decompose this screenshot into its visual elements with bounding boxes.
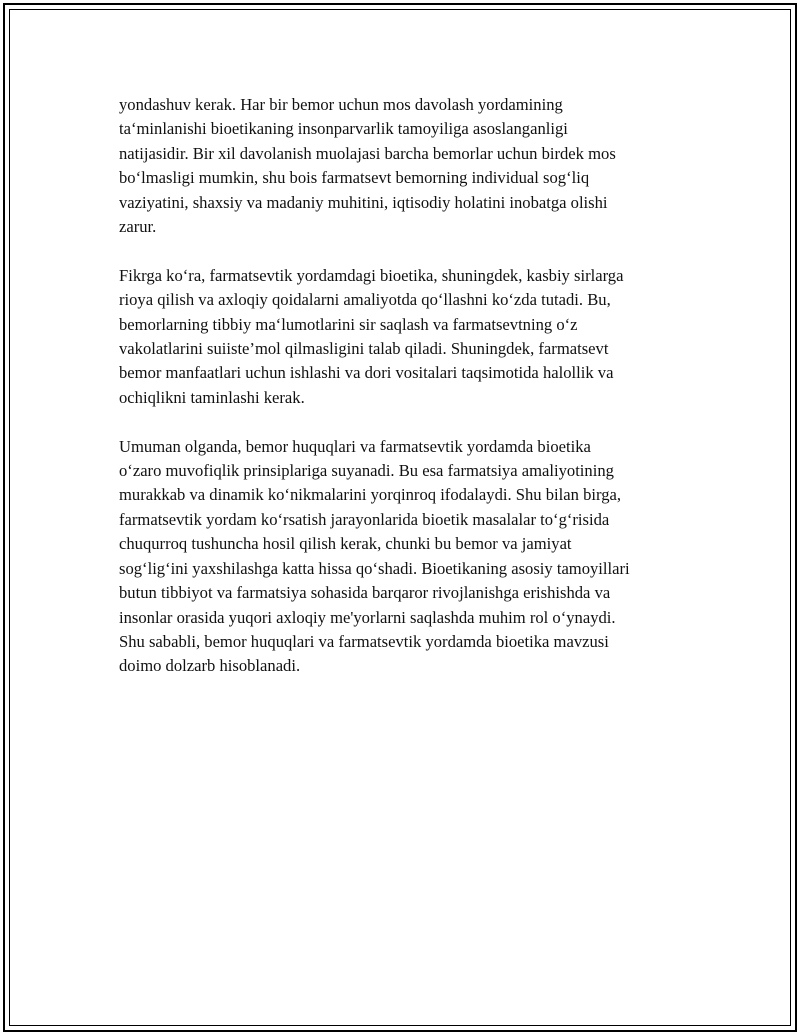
text-line: rioya qilish va axloqiy qoidalarni amaliyotda qo‘llashni ko‘zda tutadi. Bu, xyxy=(119,290,611,310)
text-line: zarur. xyxy=(119,217,157,237)
text-line: vaziyatini, shaxsiy va madaniy muhitini, iqtisodiy holatini inobatga olishi xyxy=(119,192,608,212)
text-line: bemor manfaatlari uchun ishlashi va dori vositalari taqsimotida halollik va xyxy=(119,363,614,383)
text-line: yondashuv kerak. Har bir bemor uchun mos davolash yordamining xyxy=(119,95,563,114)
text-line: natijasidir. Bir xil davolanish muolajasi barcha bemorlar uchun birdek mos xyxy=(119,143,616,163)
paragraph-2 xyxy=(119,264,699,410)
paragraph-1 xyxy=(119,93,699,239)
text-line: bo‘lmasligi mumkin, shu bois farmatsevt bemorning individual sog‘liq xyxy=(119,168,590,188)
text-line: ochiqlikni taminlashi kerak. xyxy=(119,387,305,407)
text-line: o‘zaro muvofiqlik prinsiplariga suyanadi. Bu esa farmatsiya amaliyotining xyxy=(119,461,614,481)
text-line: chuqurroq tushuncha hosil qilish kerak, chunki bu bemor va jamiyat xyxy=(119,534,572,554)
text-line: Shu sababli, bemor huquqlari va farmatsevtik yordamda bioetika mavzusi xyxy=(119,631,609,651)
text-line: butun tibbiyot va farmatsiya sohasida barqaror rivojlanishga erishishda va xyxy=(119,583,611,603)
text-line: farmatsevtik yordam ko‘rsatish jarayonlarida bioetik masalalar to‘g‘risida xyxy=(119,509,610,529)
text-line: Umuman olganda, bemor huquqlari va farmatsevtik yordamda bioetika xyxy=(119,436,591,456)
text-line: vakolatlarini suiiste’mol qilmasligini talab qiladi. Shuningdek, farmatsevt xyxy=(119,339,609,359)
text-line: doimo dolzarb hisoblanadi. xyxy=(119,656,301,676)
document-body xyxy=(119,93,699,703)
text-line: insonlar orasida yuqori axloqiy me'yorlarni saqlashda muhim rol o‘ynaydi. xyxy=(119,607,616,627)
text-line: murakkab va dinamik ko‘nikmalarini yorqinroq ifodalaydi. Shu bilan birga, xyxy=(119,485,622,505)
text-line: sog‘lig‘ini yaxshilashga katta hissa qo‘shadi. Bioetikaning asosiy tamoyillari xyxy=(119,558,630,578)
paragraph-3 xyxy=(119,435,699,679)
text-line: Fikrga ko‘ra, farmatsevtik yordamdagi bioetika, shuningdek, kasbiy sirlarga xyxy=(119,265,624,285)
text-line: ta‘minlanishi bioetikaning insonparvarlik tamoyiliga asoslanganligi xyxy=(119,119,568,139)
text-line: bemorlarning tibbiy ma‘lumotlarini sir saqlash va farmatsevtning o‘z xyxy=(119,314,578,334)
